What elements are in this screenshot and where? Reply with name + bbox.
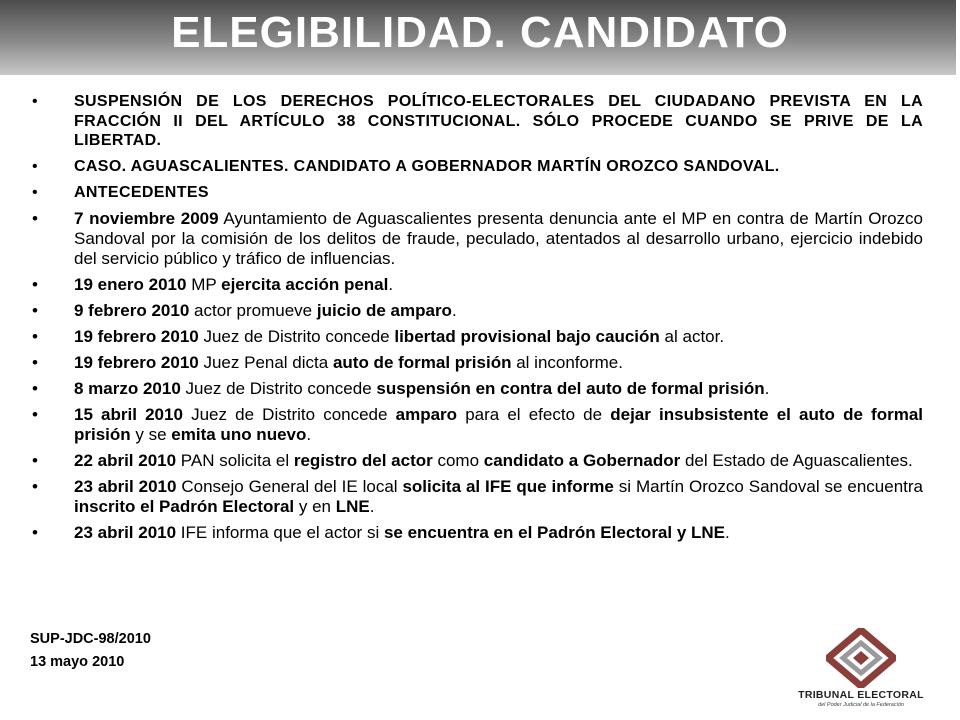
bullet-text-bold: 23 abril 2010	[74, 477, 177, 496]
bullet-item	[30, 405, 923, 444]
bullet-list	[30, 92, 923, 549]
bullet-text-bold: solicita al IFE que informe	[402, 477, 614, 496]
bullet-text: .	[306, 424, 312, 444]
bullet-text: Consejo General del IE local	[176, 477, 403, 496]
bullet-item	[30, 301, 923, 321]
footer-date: 13 mayo 2010	[30, 654, 125, 670]
bullet-text-bold: 23 abril 2010	[74, 522, 177, 542]
bullet-text: SUSPENSIÓN DE LOS DERECHOS POLÍTICO-ELECTORALES DEL CIUDADANO PREVISTA EN LA FRACCIÓN II DEL ARTÍCULO 38 CONSTITUCIONAL. SÓLO PROCEDE CUANDO SE PRIVE DE LA LIBERTAD.	[74, 93, 923, 150]
bullet-item	[30, 451, 923, 471]
bullet-text-bold: suspensión en contra del auto de formal prisión	[376, 379, 765, 399]
bullet-item	[30, 183, 923, 203]
bullet-text: .	[369, 496, 375, 516]
bullet-text: ANTECEDENTES	[74, 184, 209, 202]
bullet-text-bold: auto de formal prisión	[332, 353, 512, 373]
bullet-text: Juez Penal dicta	[198, 353, 333, 373]
bullet-text-bold: 22 abril 2010	[74, 450, 177, 470]
bullet-item	[30, 92, 923, 151]
bullet-text: Juez de Distrito concede	[182, 405, 396, 425]
bullet-text: Juez de Distrito concede	[180, 379, 377, 399]
bullet-item	[30, 477, 923, 516]
bullet-text: del Estado de Aguascalientes.	[680, 450, 913, 470]
bullet-text-bold: emita uno nuevo	[171, 424, 307, 444]
tribunal-logo	[796, 628, 926, 708]
bullet-text-bold: 7 noviembre 2009	[74, 209, 219, 229]
bullet-text-bold: LNE	[335, 496, 370, 516]
bullet-text: actor promueve	[189, 300, 317, 320]
logo-name: TRIBUNAL ELECTORAL	[798, 689, 924, 701]
bullet-text: al inconforme.	[511, 353, 623, 373]
bullet-text-bold: 8 marzo 2010	[74, 379, 181, 399]
title-bar-accent	[956, 0, 960, 75]
bullet-item	[30, 209, 923, 268]
bullet-item	[30, 379, 923, 399]
bullet-text-bold: inscrito el Padrón Electoral	[74, 496, 295, 516]
bullet-text-bold: 19 febrero 2010	[74, 326, 199, 346]
bullet-text: IFE informa que el actor si	[176, 522, 384, 542]
bullet-item	[30, 523, 923, 543]
bullet-text-bold: amparo	[395, 405, 458, 425]
bullet-text: si Martín Orozco Sandoval se encuentra	[613, 477, 924, 496]
bullet-text-bold: se encuentra en el Padrón Electoral y LNE	[383, 522, 726, 542]
bullet-item	[30, 353, 923, 373]
bullet-text: como	[432, 450, 484, 470]
bullet-text-bold: 19 febrero 2010	[74, 353, 199, 373]
slide-title: ELEGIBILIDAD. CANDIDATO	[171, 8, 789, 57]
title-bar	[0, 0, 960, 75]
bullet-text-bold: candidato a Gobernador	[483, 450, 681, 470]
bullet-text: para el efecto de	[457, 405, 611, 425]
bullet-text: CASO. AGUASCALIENTES. CANDIDATO A GOBERNADOR MARTÍN OROZCO SANDOVAL.	[74, 158, 780, 176]
bullet-text-bold: registro del actor	[293, 450, 433, 470]
bullet-text: y se	[130, 424, 172, 444]
bullet-text: Ayuntamiento de Aguascalientes presenta denuncia ante el MP en contra de Martín Orozco Sandoval por la comisión de los delitos de fraude, peculado, atentados al desarrollo urbano, ejercicio indebido del servicio público y tráfico de influencias.	[74, 209, 923, 268]
bullet-text-bold: 15 abril 2010	[74, 405, 183, 425]
tribunal-logo-icon	[826, 628, 896, 688]
footer	[30, 628, 151, 674]
bullet-text: .	[725, 522, 730, 542]
bullet-text-bold: 19 enero 2010	[74, 274, 187, 294]
bullet-text: Juez de Distrito concede	[198, 326, 395, 346]
bullet-text-bold: libertad provisional bajo caución	[394, 326, 660, 346]
bullet-text: PAN solicita el	[176, 450, 294, 470]
bullet-text: .	[388, 274, 394, 294]
bullet-item	[30, 157, 923, 177]
bullet-text-bold: juicio de amparo	[316, 300, 452, 320]
bullet-text: y en	[294, 496, 336, 516]
bullet-item	[30, 327, 923, 347]
bullet-text-bold: 9 febrero 2010	[74, 300, 190, 320]
bullet-text: .	[451, 300, 457, 320]
case-number: SUP-JDC-98/2010	[30, 631, 151, 647]
bullet-text: al actor.	[659, 326, 725, 346]
bullet-text-bold: ejercita acción penal	[221, 274, 389, 294]
bullet-text: MP	[186, 274, 222, 294]
bullet-text: .	[764, 379, 770, 399]
bullet-text-bold: dejar insubsistente el auto de formal prisión	[74, 405, 924, 444]
bullet-item	[30, 275, 923, 295]
logo-subtitle: del Poder Judicial de la Federación	[818, 702, 904, 708]
